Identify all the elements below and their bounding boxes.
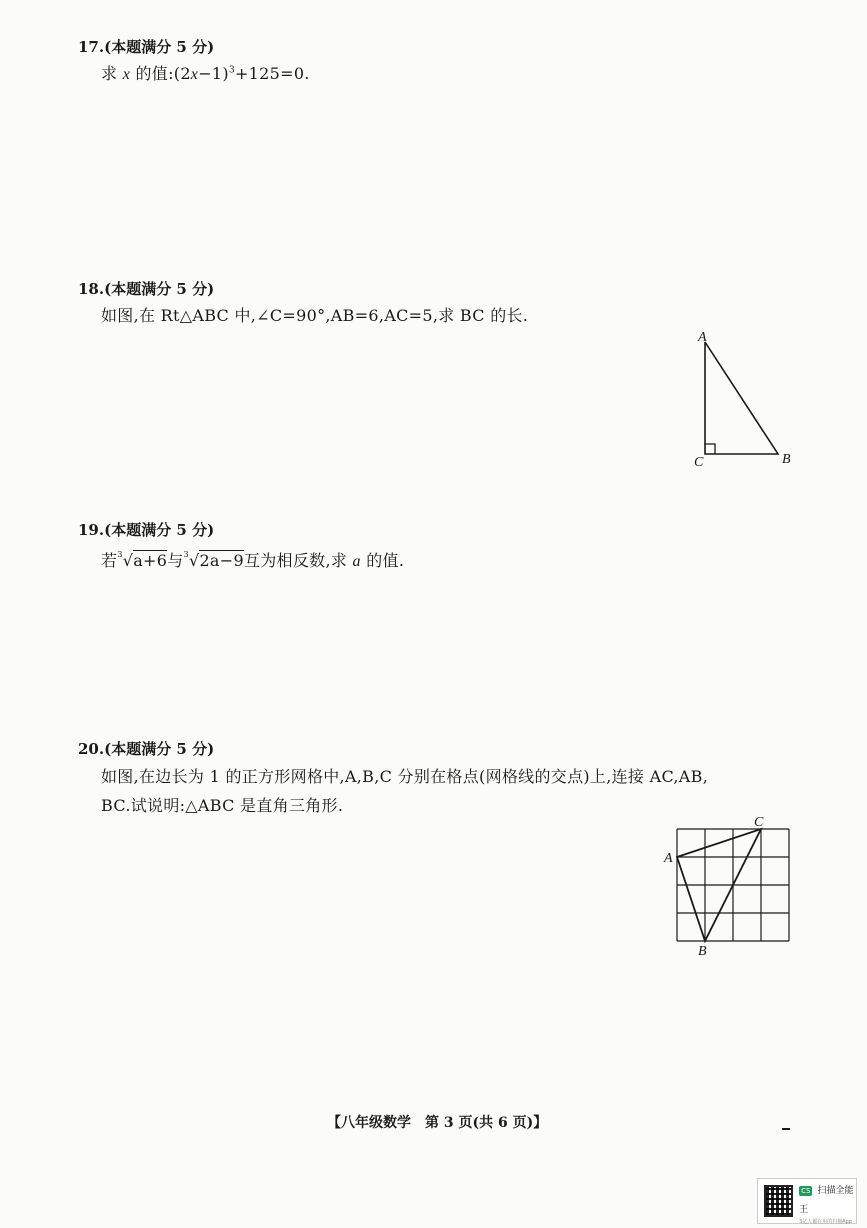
brand-name: 扫描全能王: [799, 1185, 854, 1215]
q20-line1: 如图,在边长为 1 的正方形网格中,A,B,C 分别在格点(网格线的交点)上,连接 AC,AB,: [101, 767, 709, 786]
q18-title: 18.(本题满分 5 分): [78, 280, 215, 298]
q19-title: 19.(本题满分 5 分): [78, 521, 215, 539]
label-b: B: [782, 452, 791, 467]
cube-root-1: $^3$√a+6: [117, 549, 168, 570]
q18-triangle-figure: [680, 325, 810, 475]
q20-grid-figure: [660, 815, 800, 957]
label-b: B: [698, 944, 707, 957]
label-a: A: [664, 851, 673, 866]
q17-title: 17.(本题满分 5 分): [78, 38, 215, 56]
q17-text: 求 x 的值$:(2x-1)^3+125=0$.: [101, 64, 310, 83]
cs-logo-icon: CS: [801, 1186, 811, 1195]
page-mark: [782, 1128, 790, 1130]
scanner-badge: [757, 1178, 857, 1224]
q20-line2: BC.试说明:△ABC 是直角三角形.: [101, 796, 344, 815]
brand-subtitle: 3亿人都在用的扫描App: [799, 1218, 853, 1225]
qr-code-icon: [764, 1185, 793, 1217]
q18-text: 如图,在 Rt△ABC 中,∠C=90°,AB=6,AC=5,求 BC 的长.: [101, 306, 529, 325]
right-angle-mark: [705, 444, 715, 454]
label-a: A: [698, 330, 707, 345]
label-c: C: [754, 815, 764, 830]
triangle-abc: [705, 342, 778, 454]
page-footer: 【八年级数学 第 3 页(共 6 页)】: [327, 1115, 548, 1131]
q19-text: 若$^3$√a+6与$^3$√2a−9互为相反数,求 a 的值.: [101, 549, 405, 570]
label-c: C: [694, 455, 704, 470]
q20-title: 20.(本题满分 5 分): [78, 740, 215, 758]
scanner-brand: [799, 1178, 856, 1225]
cube-root-2: $^3$√2a−9: [183, 549, 244, 570]
